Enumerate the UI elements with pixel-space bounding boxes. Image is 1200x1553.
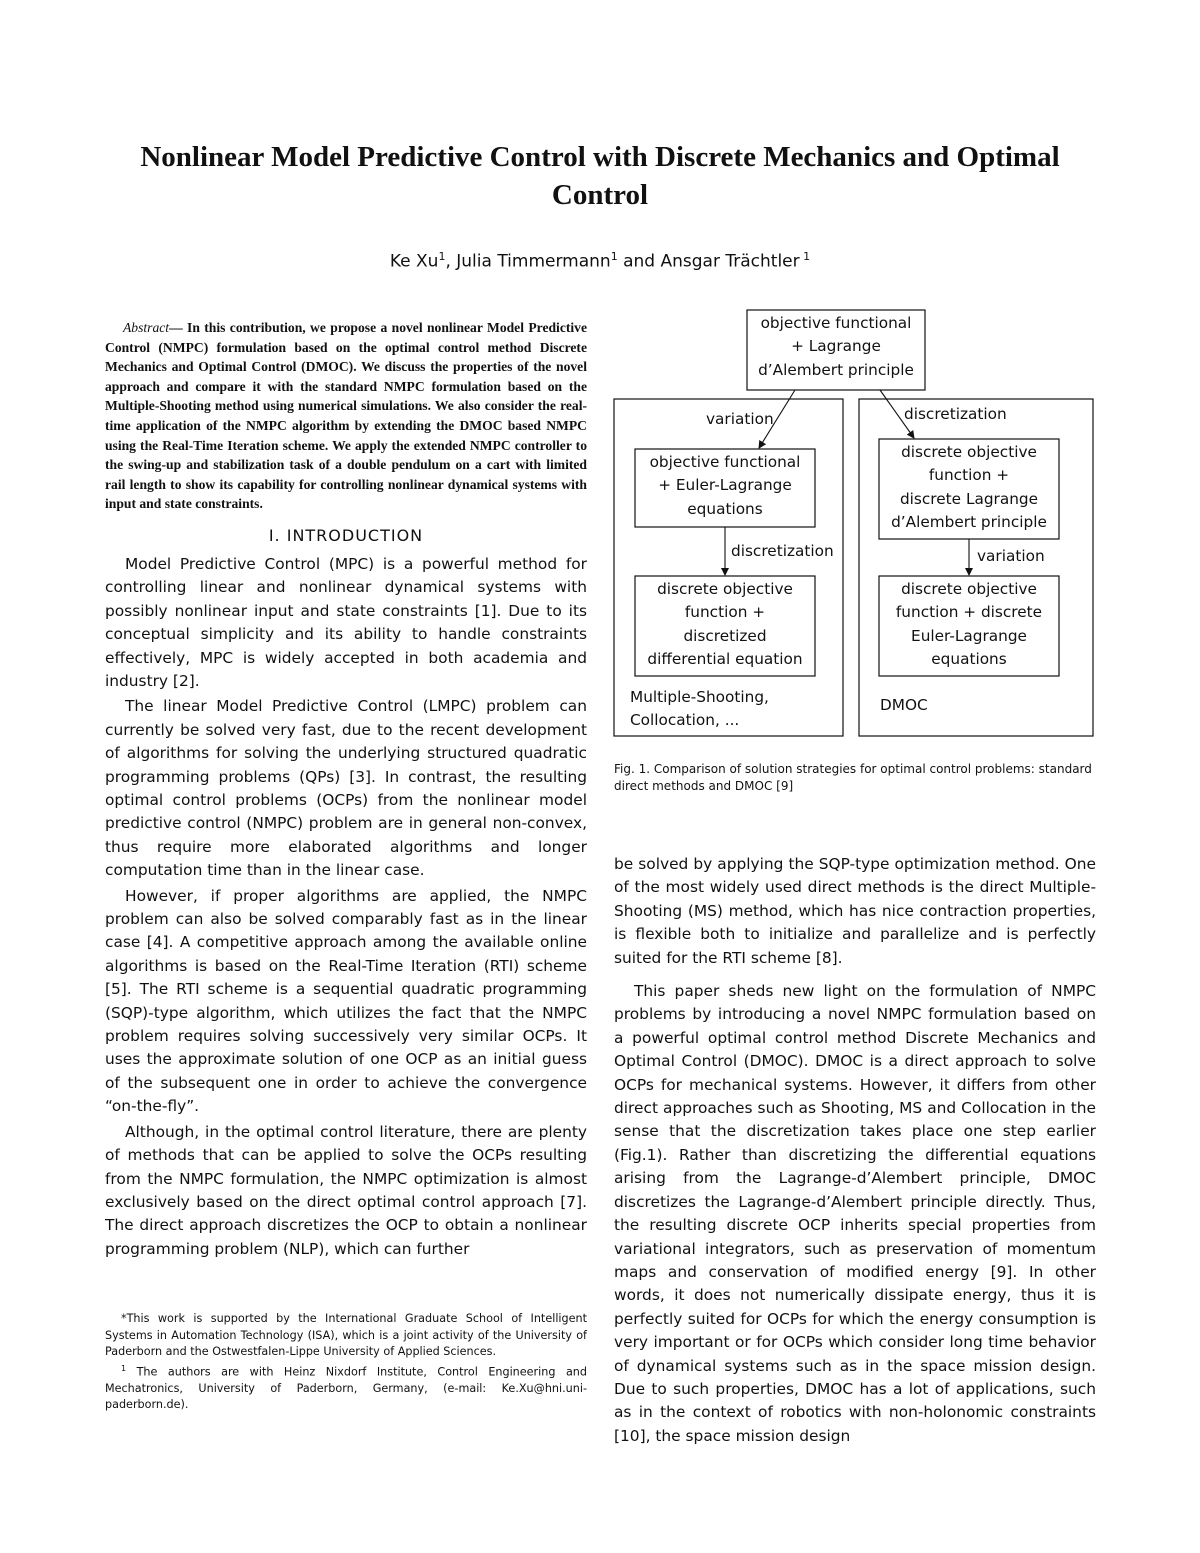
right-column xyxy=(614,853,1096,1458)
right-inner-top-text xyxy=(879,441,1059,535)
box-line: discrete objective xyxy=(901,580,1037,598)
box-line: + Lagrange xyxy=(791,337,881,356)
box-line: discretized xyxy=(683,626,767,645)
abstract xyxy=(105,318,587,514)
box-line: function + discrete xyxy=(895,603,1043,622)
figure-1 xyxy=(612,308,1096,740)
affiliation-mark: 1 xyxy=(438,250,446,263)
right-group-label: DMOC xyxy=(880,696,928,714)
group-line: Multiple-Shooting, xyxy=(630,688,769,706)
affiliation-mark: 1 xyxy=(799,250,811,263)
footnote: *This work is supported by the International Graduate School of Intelligent Systems in Automation Technology (ISA), which is a joint activity of the University of Paderborn and the Ostwestfalen-Lippe University of Applied Sciences. xyxy=(105,1312,587,1358)
footnote xyxy=(105,1361,587,1414)
discretization-label: discretization xyxy=(904,405,1007,423)
author-name: Julia Timmermann xyxy=(456,251,611,272)
box-line: objective functional xyxy=(649,453,801,471)
box-line: + Euler-Lagrange xyxy=(658,476,792,495)
body-paragraph: Although, in the optimal control literature, there are plenty of methods that can be applied to solve the OCPs resulting from the NMPC formulation, the NMPC optimization is almost exclusively based on the direct optimal control approach [7]. The direct approach discretizes the OCP to obtain a nonlinear programming problem (NLP), which can further xyxy=(105,1122,587,1258)
box-line: d’Alembert principle xyxy=(891,513,1047,532)
left-inner-bottom-text xyxy=(635,578,815,672)
author-separator: , xyxy=(445,251,457,272)
figure-caption: Fig. 1. Comparison of solution strategies for optimal control problems: standard direct methods and DMOC [9] xyxy=(614,762,1092,793)
footnote-mark: 1 xyxy=(121,1363,127,1373)
box-line: equations xyxy=(687,499,763,518)
left-column xyxy=(105,318,587,1263)
top-box-text xyxy=(747,312,925,382)
box-line: d’Alembert principle xyxy=(758,360,914,379)
author-name: Ansgar Trächtler xyxy=(660,251,800,272)
right-inner-bottom-text xyxy=(879,578,1059,672)
box-line: equations xyxy=(931,650,1007,669)
left-group-label xyxy=(630,686,769,732)
affiliation-mark: 1 xyxy=(610,250,618,263)
box-line: discrete objective xyxy=(901,443,1037,461)
box-line: objective functional xyxy=(760,314,912,332)
body-paragraph: Model Predictive Control (MPC) is a powerful method for controlling linear and nonlinear dynamical systems with possibly nonlinear input and state constraints [1]. Due to its conceptual simplicity and its ability to handle constraints effectively, MPC is widely accepted in both academia and industry [2]. xyxy=(105,554,587,690)
box-line: function + xyxy=(928,466,1010,485)
footnotes xyxy=(105,1311,587,1414)
section-heading: I. INTRODUCTION xyxy=(268,525,424,545)
author-list xyxy=(100,250,1100,272)
box-line: differential equation xyxy=(647,650,803,669)
abstract-lead: Abstract xyxy=(123,320,170,335)
abstract-body: — In this contribution, we propose a novel nonlinear Model Predictive Control (NMPC) formulation based on the optimal control method Discrete Mechanics and Optimal Control (DMOC). We discuss the properties of the novel approach and compare it with the standard NMPC formulation based on the Multiple-Shooting method using numerical simulations. We also consider the real-time application of the NMPC algorithm by extending the DMOC based NMPC using the Real-Time Iteration scheme. We apply the extended NMPC controller to the swing-up and stabilization task of a double pendulum on a cart with limited rail length to show its capability for controlling nonlinear dynamical systems with input and state constraints. xyxy=(105,320,587,512)
right-mid-label: variation xyxy=(977,547,1045,565)
group-line: Collocation, ... xyxy=(630,711,740,729)
author-separator: and xyxy=(617,251,661,272)
box-line: discrete objective xyxy=(657,580,793,598)
variation-label: variation xyxy=(706,410,774,428)
body-paragraph: be solved by applying the SQP-type optimization method. One of the most widely used direct methods is the direct Multiple-Shooting (MS) method, which has nice contraction properties, is flexible both to initialize and parallelize and is perfectly suited for the RTI scheme [8]. xyxy=(614,855,1096,967)
author-name: Ke Xu xyxy=(389,251,439,272)
footnote-text: The authors are with Heinz Nixdorf Institute, Control Engineering and Mechatronics, University of Paderborn, Germany, (e-mail: Ke.Xu@hni.uni-paderborn.de). xyxy=(105,1365,587,1412)
body-paragraph: The linear Model Predictive Control (LMPC) problem can currently be solved very fast, due to the recent development of algorithms for solving the underlying structured quadratic programming problems (QPs) [3]. In contrast, the resulting optimal control problems (OCPs) from the nonlinear model predictive control (NMPC) problem are in general non-convex, thus require more elaborated algorithms and longer computation time than in the linear case. xyxy=(105,697,587,880)
box-line: Euler-Lagrange xyxy=(911,626,1027,645)
paper-title: Nonlinear Model Predictive Control with Discrete Mechanics and Optimal Control xyxy=(140,141,1060,211)
box-line: discrete Lagrange xyxy=(899,489,1039,508)
body-paragraph: However, if proper algorithms are applied, the NMPC problem can also be solved comparably fast as in the linear case [4]. A competitive approach among the available online algorithms is based on the Real-Time Iteration (RTI) scheme [5]. The RTI scheme is a sequential quadratic programming (SQP)-type algorithm, which utilizes the fact that the NMPC problem requires solving successively very similar OCPs. It uses the approximate solution of one OCP as an initial guess of the subsequent one in order to achieve the convergence “on-the-fly”. xyxy=(105,886,587,1116)
body-paragraph: This paper sheds new light on the formulation of NMPC problems by introducing a novel NMPC formulation based on a powerful optimal control method Discrete Mechanics and Optimal Control (DMOC). DMOC is a direct approach to solve OCPs for mechanical systems. However, it differs from other direct approaches such as Shooting, MS and Collocation in the sense that the discretization takes place one step earlier (Fig.1). Rather than discretizing the differential equations arising from the Lagrange-d’Alembert principle, DMOC discretizes the Lagrange-d’Alembert principle directly. Thus, the resulting discrete OCP inherits special properties from variational integrators, such as preservation of momentum maps and conservation of modified energy [9]. In other words, it does not numerically dissipate energy, thus it is perfectly suited for OCPs for which the energy consumption is very important or for OCPs which consider long time behavior of dynamical systems such as in the space mission design. Due to such properties, DMOC has a lot of applications, such as in the context of robotics with non-holonomic constraints [10], the space mission design xyxy=(614,982,1096,1445)
box-line: function + xyxy=(684,603,766,622)
left-inner-top-text xyxy=(635,451,815,521)
left-mid-label: discretization xyxy=(731,542,834,560)
